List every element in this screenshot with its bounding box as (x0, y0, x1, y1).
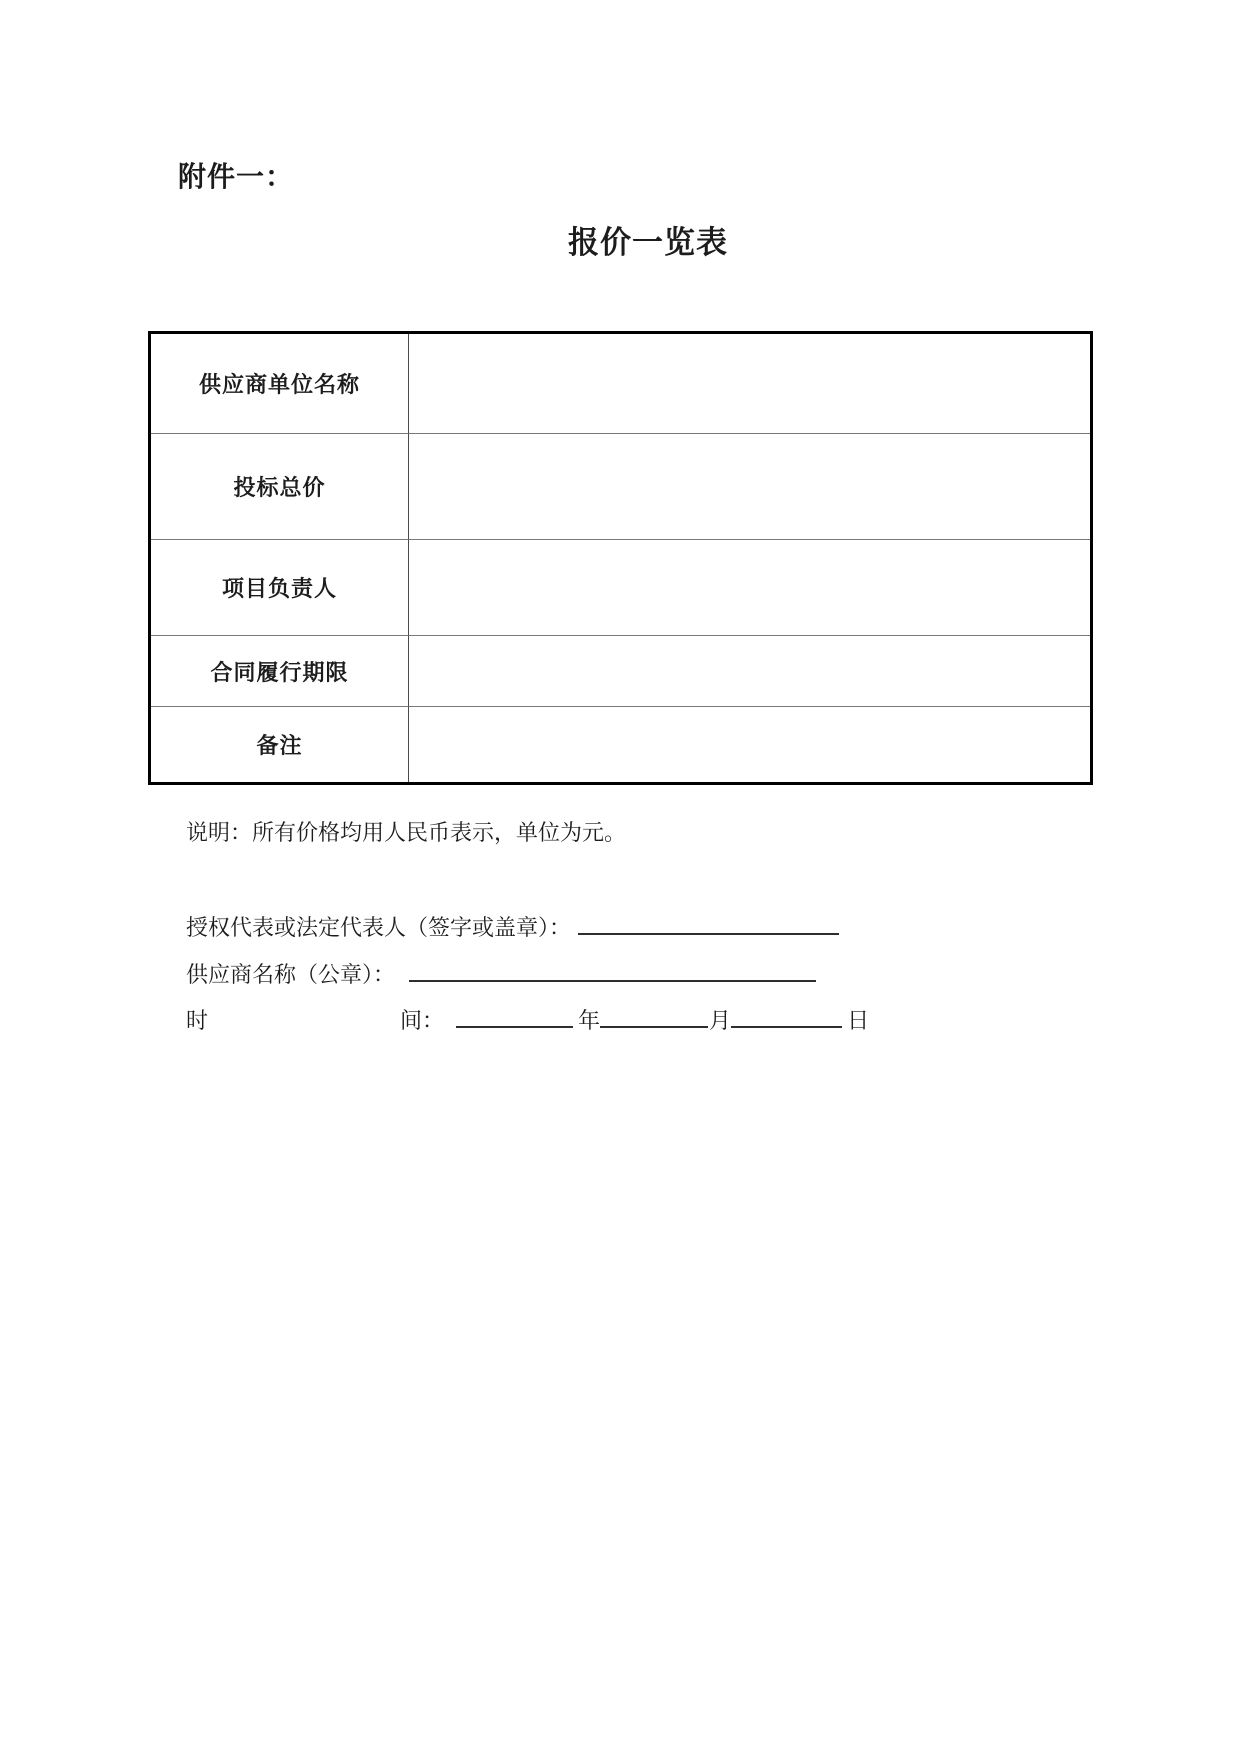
quotation-table (148, 331, 1093, 785)
note-text: 说明：所有价格均用人民币表示，单位为元。 (186, 820, 627, 845)
table-row-value-total-bid-price (408, 433, 1090, 539)
time-label-first-char: 时 (186, 1008, 209, 1033)
year-label: 年 (578, 1008, 601, 1033)
supplier-name-label: 供应商名称（公章）： (186, 962, 396, 987)
table-row-label-remarks: 备注 (151, 706, 408, 782)
table-row-label-contract-period: 合同履行期限 (151, 635, 408, 706)
authorized-rep-label: 授权代表或法定代表人（签字或盖章）： (186, 915, 572, 940)
table-row-value-supplier-name (408, 334, 1090, 433)
signature-line-supplier-name (186, 956, 816, 989)
table-row-value-remarks (408, 706, 1090, 782)
table-row-value-project-leader (408, 539, 1090, 635)
table-row-label-supplier-name: 供应商单位名称 (198, 372, 360, 397)
date-line (186, 1002, 869, 1035)
year-blank-underline (456, 1002, 573, 1028)
supplier-name-blank-underline (409, 956, 816, 982)
attachment-label: 附件一： (178, 162, 295, 193)
table-row-label-total-bid-price: 投标总价 (151, 433, 408, 539)
day-blank-underline (731, 1002, 842, 1028)
time-label-second-char: 间： (400, 1008, 445, 1033)
authorized-rep-blank-underline (578, 909, 839, 935)
day-label: 日 (847, 1008, 870, 1033)
table-row-value-contract-period (408, 635, 1090, 706)
page-title: 报价一览表 (568, 225, 728, 260)
table-row-label-project-leader: 项目负责人 (151, 539, 408, 635)
month-label: 月 (709, 1008, 732, 1033)
month-blank-underline (600, 1002, 708, 1028)
signature-line-authorized-rep (186, 909, 839, 942)
